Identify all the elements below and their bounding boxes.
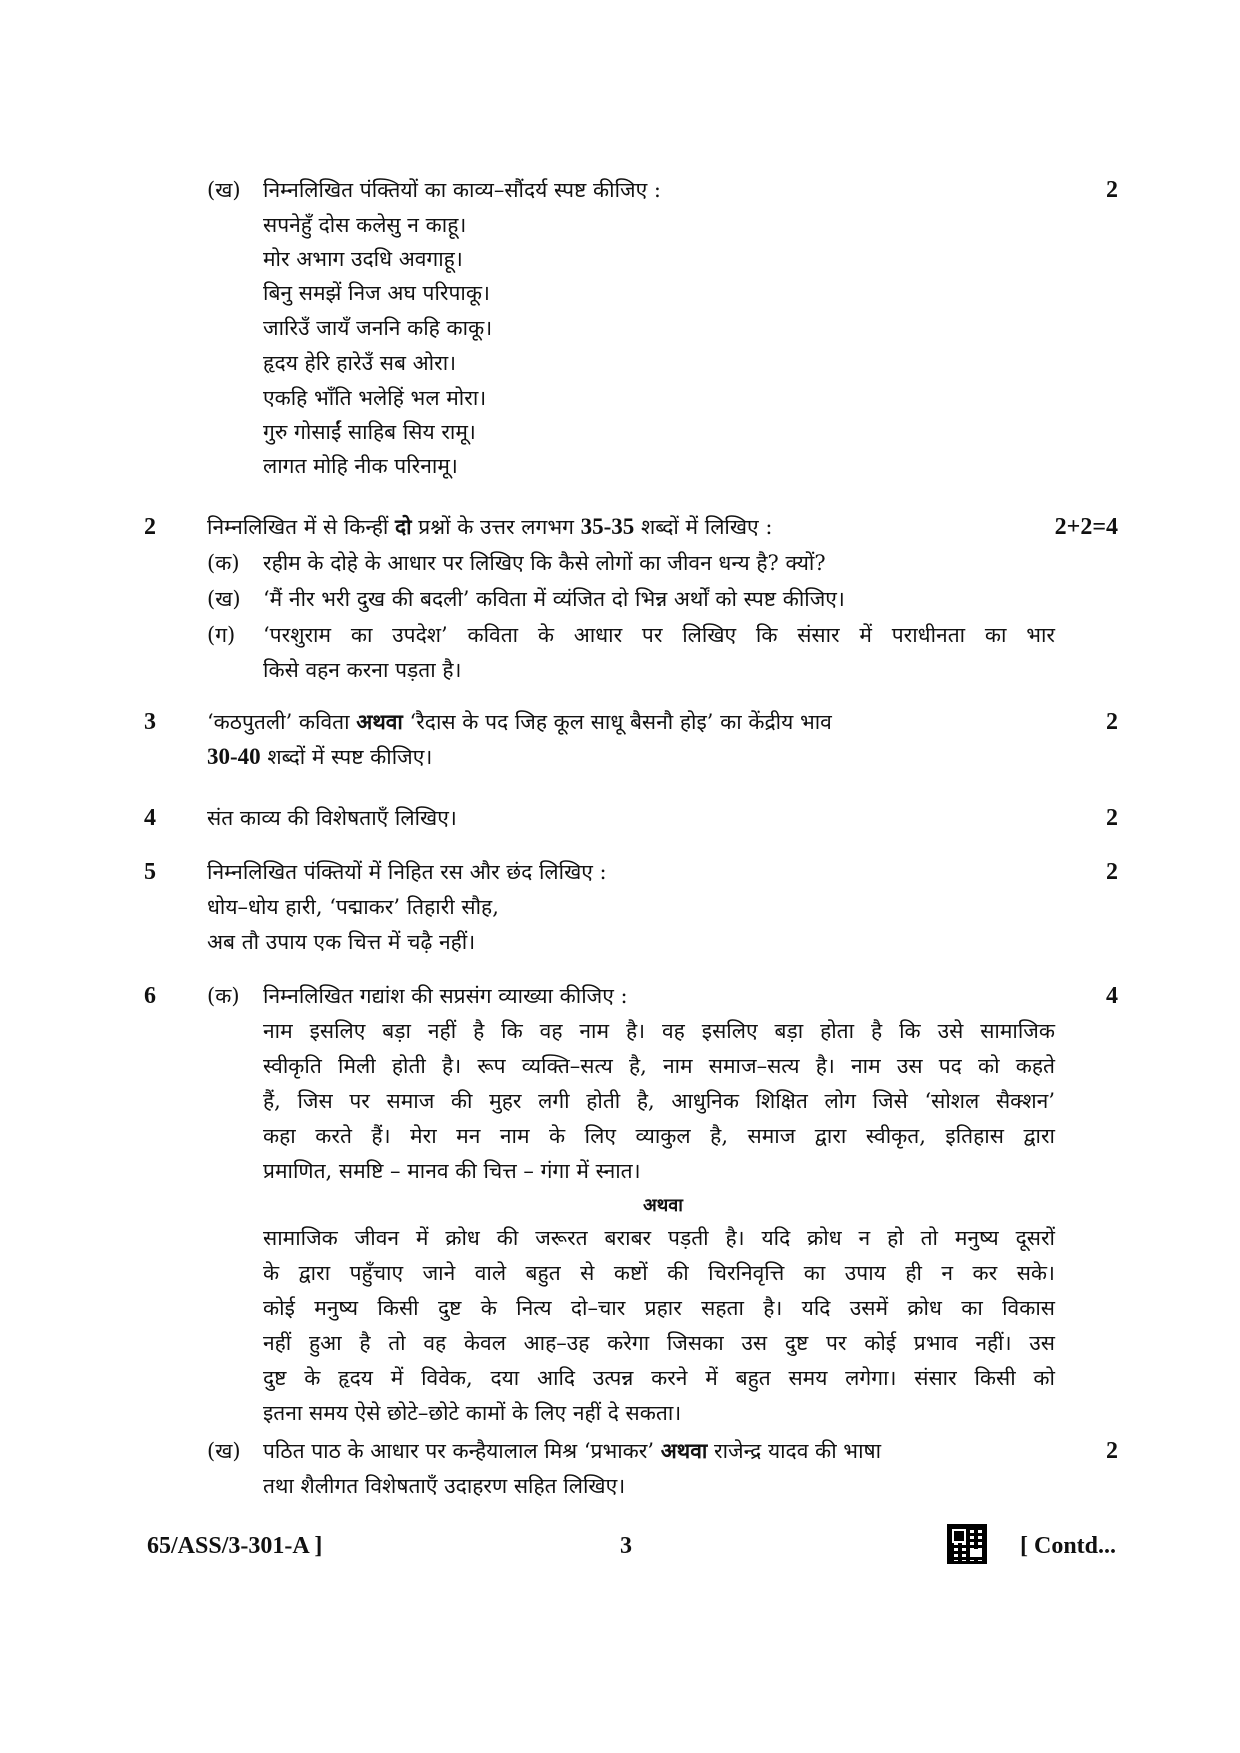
q3-text — [207, 708, 1007, 736]
verse-line: एकहि भाँति भलेहिं भल मोरा। — [263, 386, 487, 410]
q2-prompt-bold: दो — [395, 514, 412, 539]
q2b-label: (ख) — [207, 587, 241, 611]
q4-marks: 2 — [1106, 805, 1118, 831]
q2-marks: 2+2=4 — [1054, 514, 1118, 540]
q6a-marks: 4 — [1106, 983, 1118, 1009]
q2-number: 2 — [144, 514, 156, 540]
passage1-line-last: प्रमाणित, समष्टि – मानव की चित्त – गंगा में स्नात। — [263, 1159, 641, 1183]
passage2-line: के द्वारा पहुँचाए जाने वाले बहुत से कष्टों की चिरनिवृत्ति का उपाय ही न कर सके। — [263, 1261, 1055, 1285]
q2c-text-cont: किसे वहन करना पड़ता है। — [263, 658, 462, 682]
q2b-text: ‘मैं नीर भरी दुख की बदली’ कविता में व्यंजित दो भिन्न अर्थों को स्पष्ट कीजिए। — [263, 587, 845, 611]
q1b-label: (ख) — [207, 178, 241, 202]
q3-or: अथवा — [356, 709, 403, 734]
passage1-line: हैं, जिस पर समाज की मुहर लगी होती है, आधुनिक शिक्षित लोग जिसे ‘सोशल सैक्शन’ — [263, 1089, 1055, 1113]
q3-text-part: शब्दों में स्पष्ट कीजिए। — [267, 745, 433, 769]
passage2-line: दुष्ट के हृदय में विवेक, दया आदि उत्पन्न करने में बहुत समय लगेगा। संसार किसी को — [263, 1366, 1055, 1390]
verse-line: बिनु समझें निज अघ परिपाकू। — [263, 281, 490, 305]
passage2-line-last: इतना समय ऐसे छोटे–छोटे कामों के लिए नहीं दे सकता। — [263, 1401, 682, 1425]
paper-code: 65/ASS/3-301-A ] — [147, 1533, 323, 1559]
q1b-marks: 2 — [1106, 177, 1118, 203]
q3-text-cont — [207, 743, 432, 771]
q5-line: अब तौ उपाय एक चित्त में चढ़ै नहीं। — [207, 930, 476, 954]
q6a-label: (क) — [207, 984, 240, 1008]
q2c-text: ‘परशुराम का उपदेश’ कविता के आधार पर लिखिए कि संसार में पराधीनता का भार — [263, 623, 1055, 647]
q3-number: 3 — [144, 709, 156, 735]
q6b-text-cont: तथा शैलीगत विशेषताएँ उदाहरण सहित लिखिए। — [263, 1474, 626, 1498]
q1b-prompt: निम्नलिखित पंक्तियों का काव्य–सौंदर्य स्पष्ट कीजिए : — [263, 178, 661, 202]
q5-line: धोय–धोय हारी, ‘पद्माकर’ तिहारी सौह, — [207, 895, 499, 919]
passage2-line: कोई मनुष्य किसी दुष्ट के नित्य दो–चार प्रहार सहता है। यदि उसमें क्रोध का विकास — [263, 1296, 1055, 1320]
q2-prompt-part: शब्दों में लिखिए : — [640, 515, 773, 539]
verse-line: जारिउँ जायँ जननि कहि काकू। — [263, 316, 493, 340]
q2c-label: (ग) — [207, 623, 236, 647]
q2a-text: रहीम के दोहे के आधार पर लिखिए कि कैसे लोगों का जीवन धन्य है? क्यों? — [263, 551, 826, 575]
passage2-line: नहीं हुआ है तो वह केवल आह–उह करेगा जिसका उस दुष्ट पर कोई प्रभाव नहीं। उस — [263, 1331, 1055, 1355]
page-number: 3 — [620, 1533, 632, 1559]
q5-text: निम्नलिखित पंक्तियों में निहित रस और छंद लिखिए : — [207, 860, 607, 884]
q2-prompt-part: प्रश्नों के उत्तर लगभग — [418, 515, 574, 539]
q2-word-count: 35-35 — [580, 514, 635, 539]
q2a-label: (क) — [207, 551, 240, 575]
qr-code-icon — [947, 1524, 987, 1564]
verse-line: हृदय हेरि हारेउँ सब ओरा। — [263, 351, 457, 375]
passage1-line: कहा करते हैं। मेरा मन नाम के लिए व्याकुल है, समाज द्वारा स्वीकृत, इतिहास द्वारा — [263, 1124, 1055, 1148]
q2-prompt-part: निम्नलिखित में से किन्हीं — [207, 515, 389, 539]
q3-text-part: ‘रैदास के पद जिह कूल साधू बैसनौ होइ’ का केंद्रीय भाव — [409, 710, 832, 734]
q6b-label: (ख) — [207, 1439, 241, 1463]
q4-text: संत काव्य की विशेषताएँ लिखिए। — [207, 806, 457, 830]
or-separator: अथवा — [643, 1195, 683, 1216]
continued-label: [ Contd... — [1020, 1533, 1117, 1559]
passage1-line: स्वीकृति मिली होती है। रूप व्यक्ति–सत्य है, नाम समाज–सत्य है। नाम उस पद को कहते — [263, 1054, 1055, 1078]
q3-word-count: 30-40 — [207, 744, 261, 769]
q6b-text-part: राजेन्द्र यादव की भाषा — [714, 1439, 882, 1463]
q5-marks: 2 — [1106, 859, 1118, 885]
q6a-prompt: निम्नलिखित गद्यांश की सप्रसंग व्याख्या कीजिए : — [263, 984, 628, 1008]
verse-line: गुरु गोसाईं साहिब सिय रामू। — [263, 420, 476, 444]
q6b-marks: 2 — [1106, 1438, 1118, 1464]
q3-text-part: ‘कठपुतली’ कविता — [207, 710, 350, 734]
verse-line: सपनेहुँ दोस कलेसु न काहू। — [263, 213, 467, 237]
verse-line: लागत मोहि नीक परिनामू। — [263, 454, 458, 478]
passage2-line: सामाजिक जीवन में क्रोध की जरूरत बराबर पड़ती है। यदि क्रोध न हो तो मनुष्य दूसरों — [263, 1226, 1055, 1250]
passage1-line: नाम इसलिए बड़ा नहीं है कि वह नाम है। वह इसलिए बड़ा होता है कि उसे सामाजिक — [263, 1019, 1055, 1043]
q6b-or: अथवा — [660, 1438, 708, 1463]
q4-number: 4 — [144, 805, 156, 831]
verse-line: मोर अभाग उदधि अवगाहू। — [263, 247, 463, 271]
q5-number: 5 — [144, 859, 156, 885]
q6b-text — [263, 1437, 1055, 1465]
q6-number: 6 — [144, 983, 156, 1009]
q2-prompt — [207, 513, 772, 541]
q3-marks: 2 — [1106, 709, 1118, 735]
q6b-text-part: पठित पाठ के आधार पर कन्हैयालाल मिश्र ‘प्रभाकर’ — [263, 1439, 655, 1463]
